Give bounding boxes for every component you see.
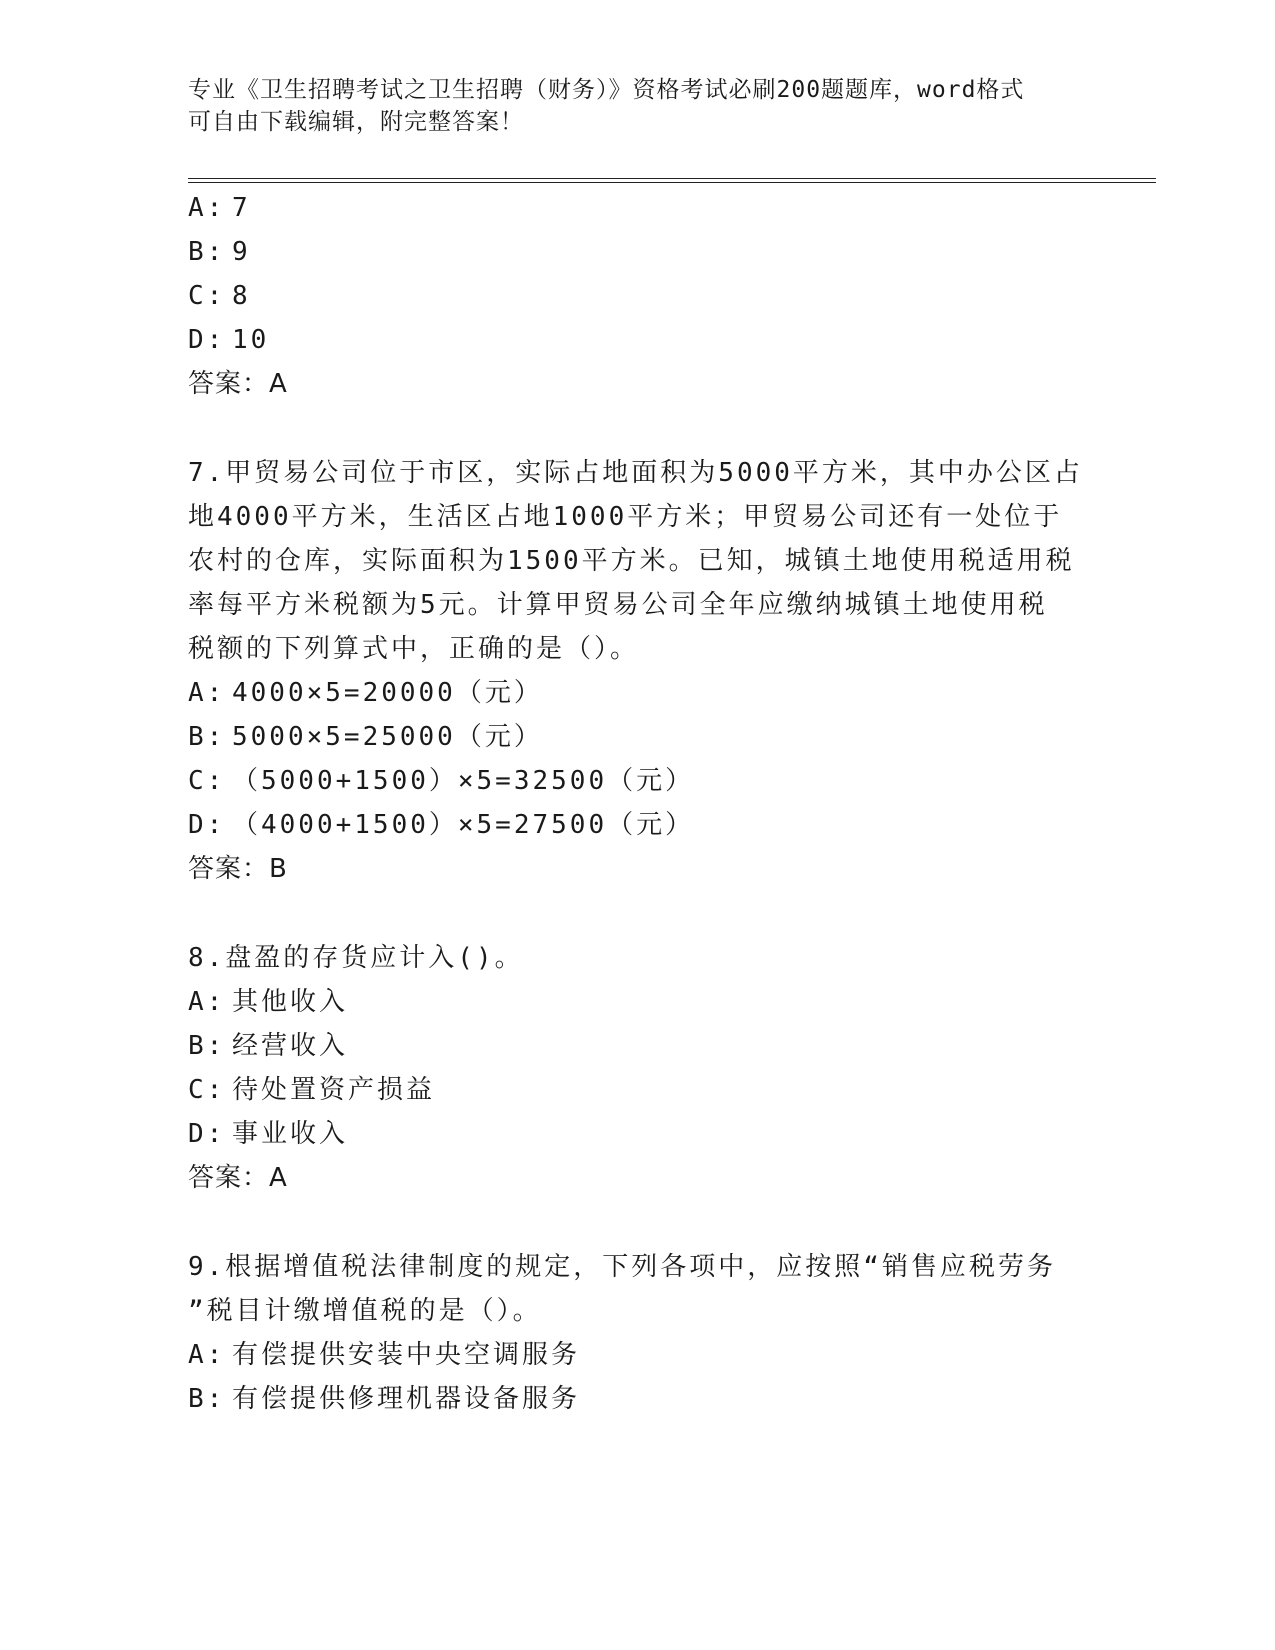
header-divider-bottom	[188, 182, 1156, 183]
q7-stem-line-2: 地4000平方米，生活区占地1000平方米；甲贸易公司还有一处位于	[188, 502, 1063, 532]
q7-stem-line-5: 税额的下列算式中，正确的是（）。	[188, 634, 640, 664]
q9-stem-line-2: ”税目计缴增值税的是（）。	[188, 1296, 542, 1326]
q7-option-a: A: 4000×5=20000（元）	[188, 678, 543, 708]
q7-answer: 答案：B	[188, 854, 288, 884]
q7-option-c: C: （5000+1500）×5=32500（元）	[188, 766, 695, 796]
q8-stem-line-1: 8.盘盈的存货应计入()。	[188, 943, 524, 973]
q8-option-d: D: 事业收入	[188, 1119, 349, 1149]
header-divider-top	[188, 178, 1156, 179]
q6-option-a: A: 7	[188, 193, 251, 223]
q6-option-d: D: 10	[188, 325, 270, 355]
q9-stem-line-1: 9.根据增值税法律制度的规定，下列各项中，应按照“销售应税劳务	[188, 1252, 1056, 1282]
q9-option-b: B: 有偿提供修理机器设备服务	[188, 1384, 581, 1414]
q7-stem-line-3: 农村的仓库，实际面积为1500平方米。已知，城镇土地使用税适用税	[188, 546, 1075, 576]
q7-stem-line-4: 率每平方米税额为5元。计算甲贸易公司全年应缴纳城镇土地使用税	[188, 590, 1048, 620]
document-header	[188, 74, 1088, 138]
q8-option-b: B: 经营收入	[188, 1031, 349, 1061]
q9-option-a: A: 有偿提供安装中央空调服务	[188, 1340, 581, 1370]
header-line-1: 专业《卫生招聘考试之卫生招聘（财务）》资格考试必刷200题题库，word格式	[188, 77, 1025, 103]
q7-stem-line-1: 7.甲贸易公司位于市区，实际占地面积为5000平方米，其中办公区占	[188, 458, 1083, 488]
header-line-2: 可自由下载编辑，附完整答案！	[188, 109, 524, 135]
q6-answer: 答案：A	[188, 369, 288, 399]
q7-option-b: B: 5000×5=25000（元）	[188, 722, 543, 752]
q8-option-c: C: 待处置资产损益	[188, 1075, 436, 1105]
q8-answer: 答案：A	[188, 1163, 288, 1193]
q8-option-a: A: 其他收入	[188, 987, 349, 1017]
q7-option-d: D: （4000+1500）×5=27500（元）	[188, 810, 695, 840]
q6-option-c: C: 8	[188, 281, 251, 311]
q6-option-b: B: 9	[188, 237, 251, 267]
